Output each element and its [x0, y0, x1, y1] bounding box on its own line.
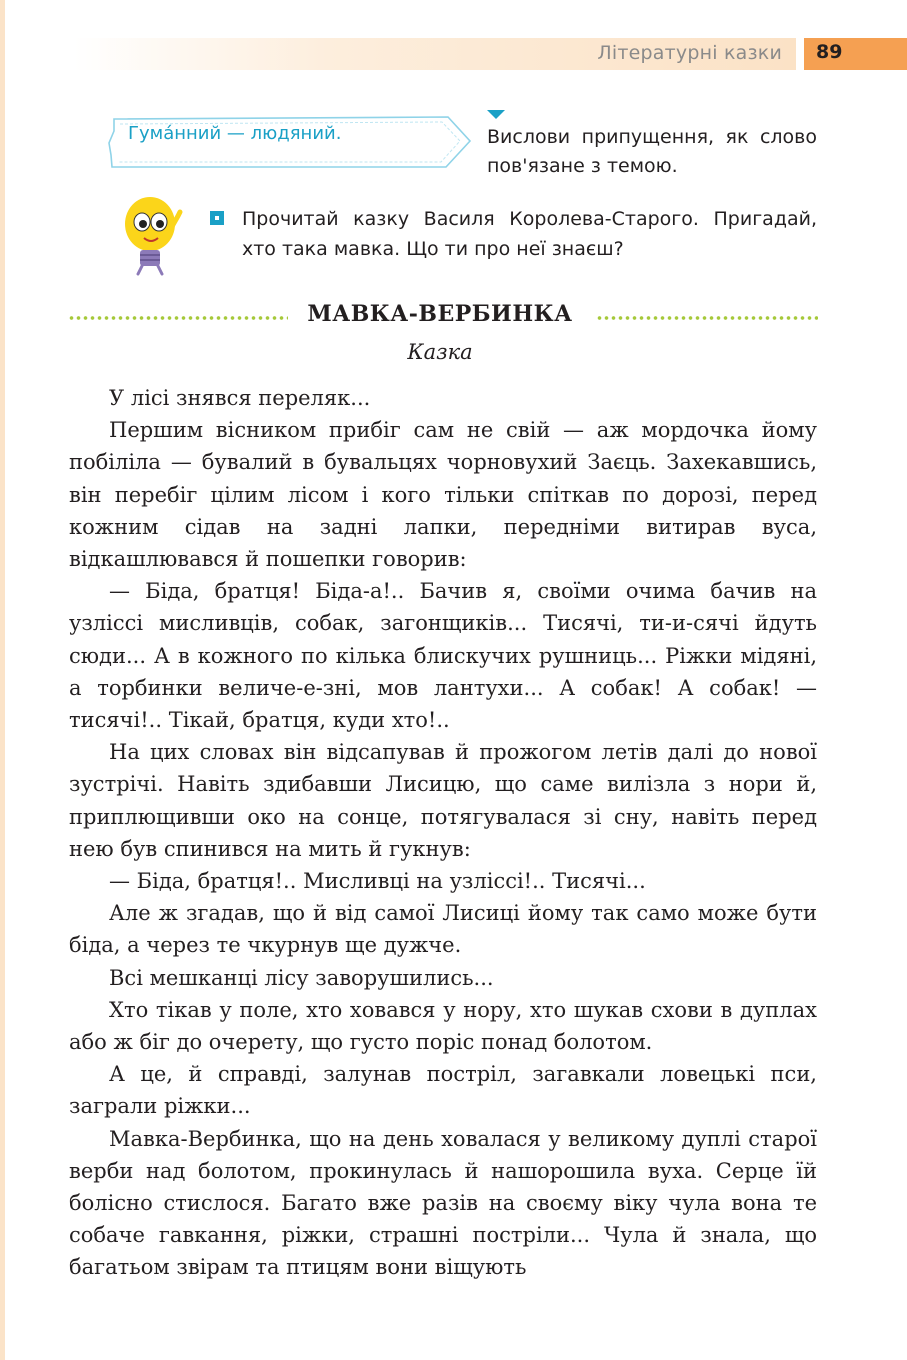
- page-edge-stripe: [0, 0, 5, 1360]
- square-bullet-icon: [210, 211, 224, 225]
- task-text: Вислови припущення, як слово пов'язане з темою.: [487, 126, 817, 177]
- story-body: [69, 382, 817, 1284]
- story-paragraph: У лісі знявся переляк...: [109, 386, 371, 410]
- divider-left: [68, 316, 288, 320]
- page-number: 89: [816, 41, 843, 63]
- story-paragraph: Але ж згадав, що й від самої Лисиці йому так само може бути біда, а через те чкурнув ще дужче.: [69, 901, 817, 958]
- story-paragraph: А це, й справді, залунав постріл, загавкали ловецькі пси, заграли ріжки...: [69, 1062, 817, 1119]
- story-paragraph: Першим вісником прибіг сам не свій — аж мордочка йому побіліла — бувалий в бувальцях чорновухий Заєць. Захекавшись, він перебіг цілим лісом і кого тільки спіткав по дорозі, перед кожним сідав на задні лапки, передніми витирав вуса, відкашлювався й пошепки говорив:: [69, 418, 817, 572]
- running-header: [74, 38, 796, 70]
- divider-right: [596, 316, 818, 320]
- story-title: МАВКА-ВЕРБИНКА: [307, 301, 573, 327]
- triangle-marker-icon: [487, 110, 505, 119]
- glossary-text: Гума́нний — людяний.: [128, 123, 342, 144]
- lightbulb-mascot-icon: [118, 192, 186, 276]
- story-paragraph: Мавка-Вербинка, що на день ховалася у великому дуплі старої верби над болотом, прокинулась й нашорошила вуха. Серце їй болісно стислося. Багато вже разів на своєму віку чула вона те собаче гавкання, ріжки, страшні постріли... Чула й знала, що багатьом звірам та птицям вони віщують: [69, 1126, 817, 1280]
- page-number-tab: [804, 38, 907, 70]
- story-paragraph: — Біда, братця! Біда-а!.. Бачив я, своїми очима бачив на узліссі мисливців, собак, загонщиків... Тисячі, ти-и-сячі йдуть сюди... А в кожного по кілька блискучих рушниць... Ріжки мідяні, а торбинки величе-е-зні, мов лантухи... А собак! А собак! — тисячі!.. Тікай, братця, куди хто!..: [69, 579, 817, 733]
- section-title: Літературні казки: [597, 42, 782, 64]
- glossary-note: [108, 113, 473, 171]
- story-paragraph: Хто тікав у поле, хто ховався у нору, хто шукав схови в дуплах або ж біг до очерету, що густо поріс понад болотом.: [69, 997, 817, 1055]
- story-paragraph: Всі мешканці лісу заворушились...: [109, 965, 494, 990]
- instruction-text: Прочитай казку Василя Королева-Старого. Пригадай, хто така мавка. Що ти про неї знаєш?: [242, 208, 817, 260]
- story-paragraph: — Біда, братця!.. Мисливці на узліссі!.. Тисячі...: [109, 869, 646, 894]
- story-paragraph: На цих словах він відсапував й прожогом летів далі до нової зустрічі. Навіть здибавши Лисицю, що саме вилізла з нори й, приплющивши око на сонце, потягувалася зі сну, навіть перед нею був спинився на мить й гукнув:: [69, 740, 817, 861]
- story-subtitle: Казка: [407, 340, 473, 364]
